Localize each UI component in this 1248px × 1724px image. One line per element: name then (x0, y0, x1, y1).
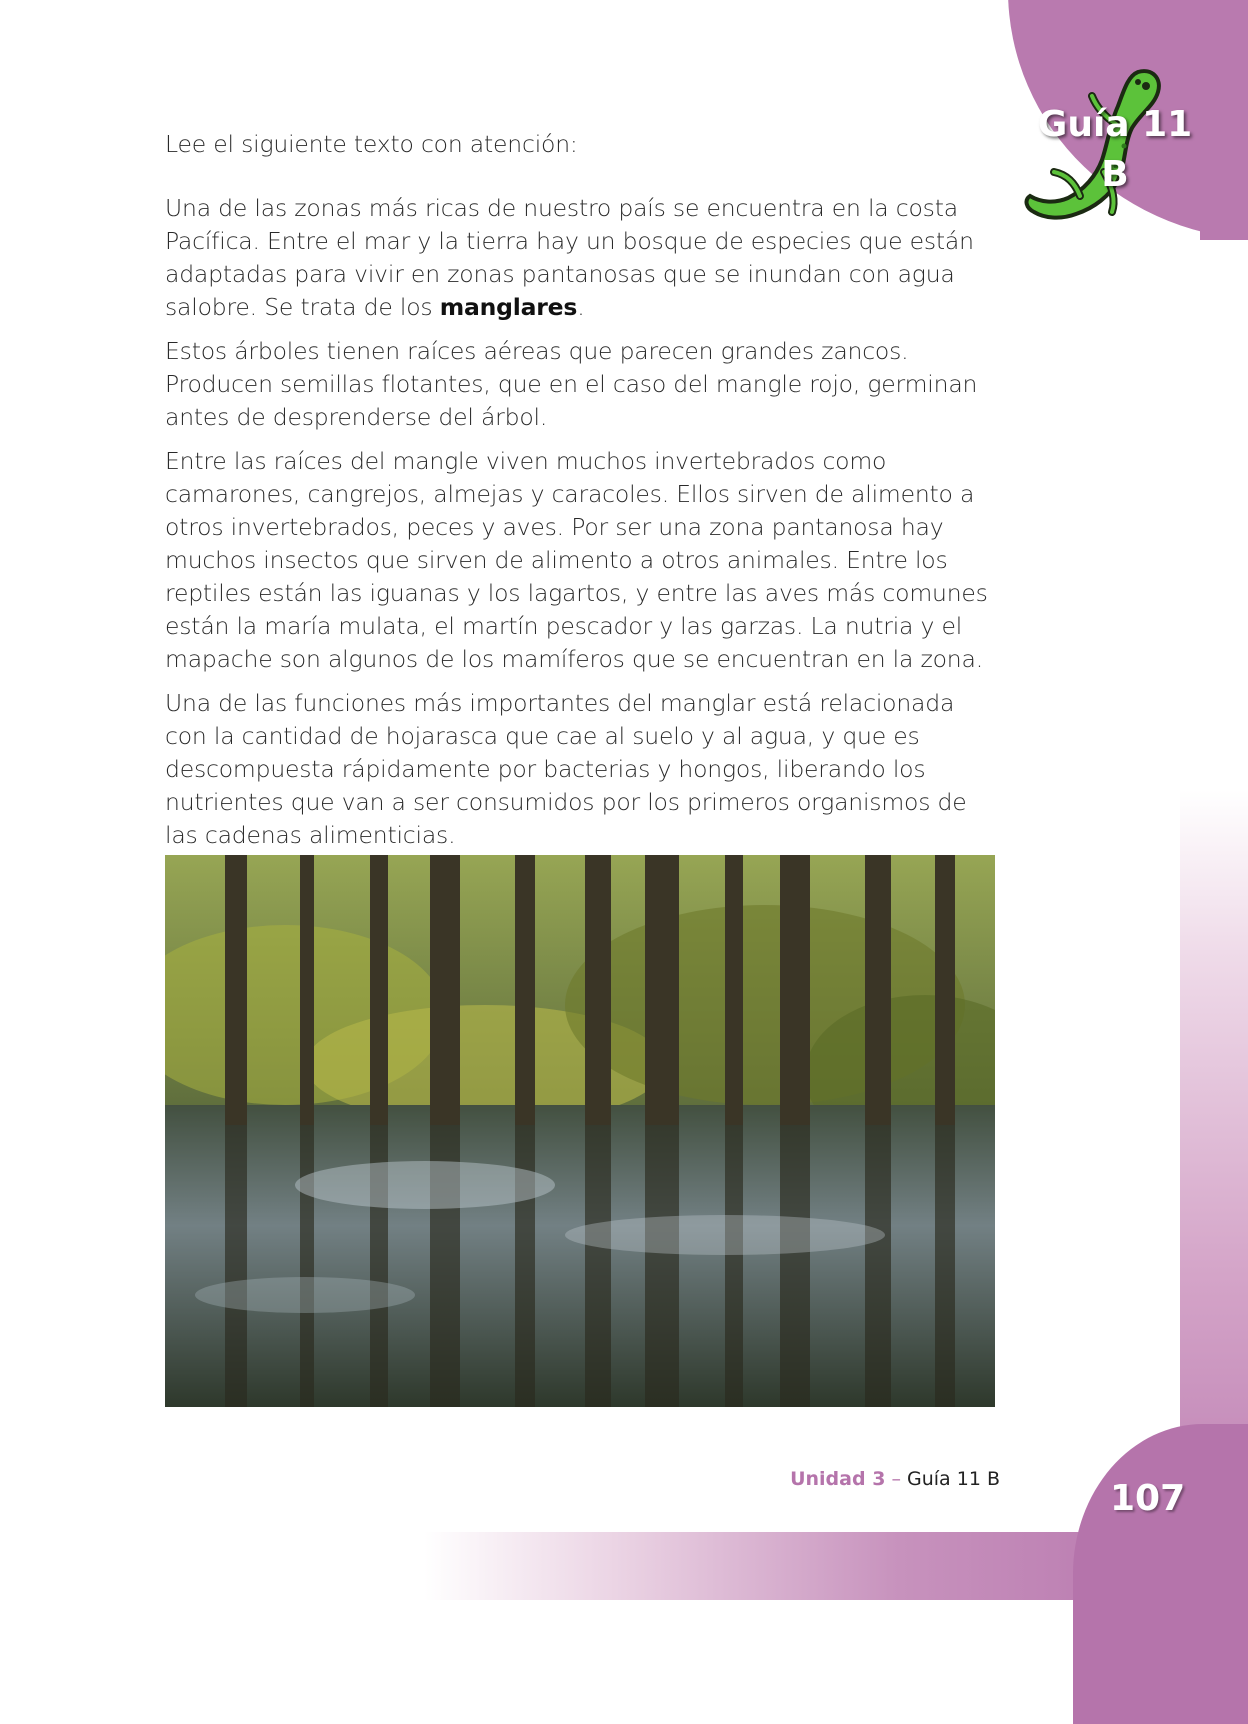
footer-unit: Unidad 3 (790, 1468, 886, 1490)
paragraph-2: Estos árboles tienen raíces aéreas que parecen grandes zancos. Producen semillas flotantes, que en el caso del mangle rojo, germinan antes de desprenderse del árbol. (165, 337, 978, 431)
mangrove-swamp-illustration (165, 855, 995, 1407)
corner-decor-top-fill (1200, 0, 1248, 240)
paragraph-3: Entre las raíces del mangle viven muchos invertebrados como camarones, cangrejos, almejas y caracoles. Ellos sirven de alimento a otros invertebrados, peces y aves. Por ser una zona pantanosa hay muchos insectos que sirven de alimento a otros animales. Entre los reptiles están las iguanas y los lagartos, y entre las aves más comunes están la maría mulata, el martín pescador y las garzas. La nutria y el mapache son algunos de los mamíferos que se encuentran en la zona. (165, 447, 988, 673)
page-number: 107 (1110, 1478, 1186, 1519)
footer-guide: Guía 11 B (907, 1468, 1000, 1490)
mangrove-swamp-photo (165, 855, 995, 1407)
guide-badge-line1: Guía 11 (1037, 104, 1193, 145)
paragraph-1 (165, 192, 995, 324)
reading-text (165, 128, 995, 863)
footer-separator: – (891, 1468, 901, 1490)
paragraph-1-text: Una de las zonas más ricas de nuestro país se encuentra en la costa Pacífica. Entre el mar y la tierra hay un bosque de especies que están adaptadas para vivir en zonas pantanosas que se inundan con agua salobre. Se trata de los (165, 194, 974, 321)
paragraph-4: Una de las funciones más importantes del manglar está relacionada con la cantidad de hojarasca que cae al suelo y al agua, y que es descompuesta rápidamente por bacterias y hongos, liberando los nutrientes que van a ser consumidos por los primeros organismos de las cadenas alimenticias. (165, 689, 967, 849)
intro-instruction: Lee el siguiente texto con atención: (165, 130, 578, 158)
guide-badge-line2: B (1101, 154, 1129, 195)
paragraph-1-end: . (577, 293, 585, 321)
corner-decor-bottom (1073, 1424, 1248, 1724)
page-footer (740, 1468, 1000, 1490)
bottom-decor-band (0, 1532, 1248, 1600)
keyword-manglares: manglares (439, 293, 578, 321)
guide-badge (1030, 100, 1200, 200)
